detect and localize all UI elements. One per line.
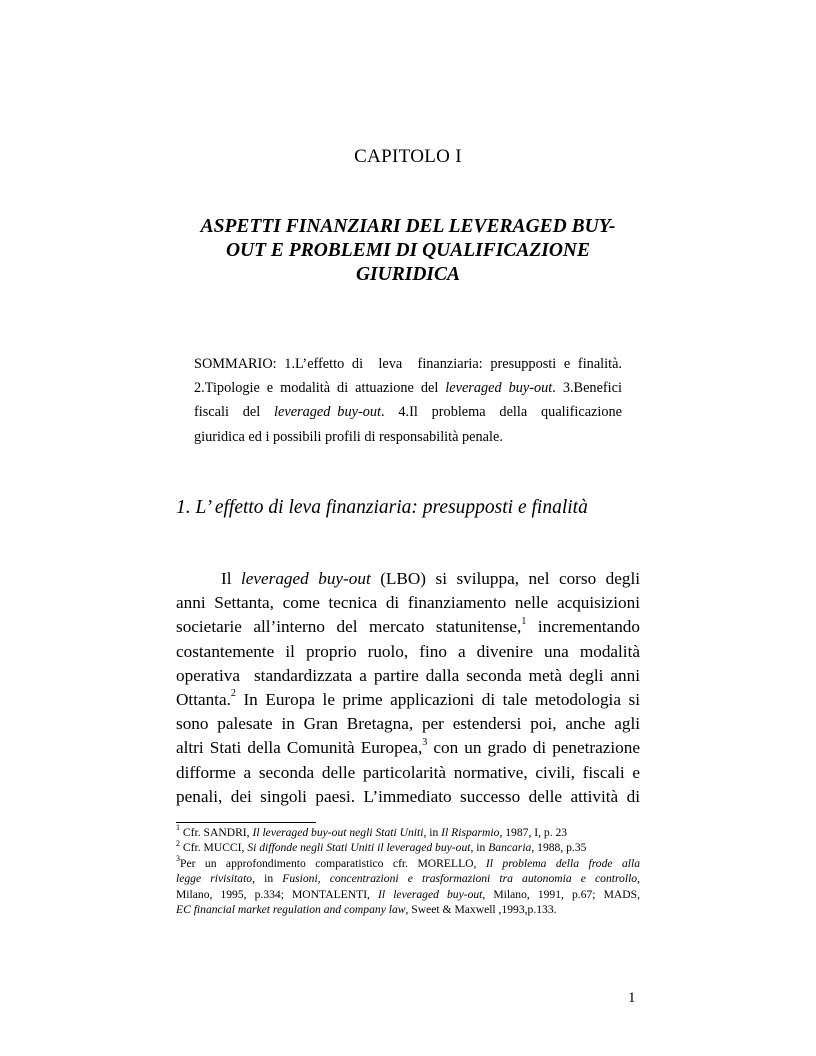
footnote-ref[interactable]: 2 xyxy=(230,688,236,700)
summary-line: giuridica ed i possibili profili di responsabilità penale. xyxy=(194,428,503,445)
paragraph-line: societarie all’interno del mercato statunitense,$^1$ incrementando xyxy=(176,615,640,637)
title-line: ASPETTI FINANZIARI DEL LEVERAGED BUY- xyxy=(200,216,616,237)
paragraph-line: sono palesate in Gran Bretagna, per estendersi poi, anche agli xyxy=(176,714,640,734)
summary-line: fiscali del leveraged buy-out. 4.Il problema della qualificazione xyxy=(194,404,622,421)
page-number: 1 xyxy=(628,990,636,1006)
paragraph-line: costantemente il proprio ruolo, fino a divenire una modalità xyxy=(176,641,640,661)
footnote-2: $^2$ Cfr. MUCCI, Si diffonde negli Stati Uniti il leveraged buy-out, in Bancaria, 1988, p.35 xyxy=(176,838,587,855)
paragraph-line: Il leveraged buy-out (LBO) si sviluppa, nel corso degli xyxy=(221,569,641,588)
footnote-separator xyxy=(176,822,316,823)
footnote-ref[interactable]: 1 xyxy=(521,615,527,627)
footnote-3-line: Milano, 1995, p.334; MONTALENTI, Il leveraged buy-out, Milano, 1991, p.67; MADS, xyxy=(176,887,640,901)
footnote-3: $^3$Per un approfondimento comparatistico cfr. MORELLO, Il problema della frode alla xyxy=(176,853,641,870)
summary-line: 2.Tipologie e modalità di attuazione del leveraged buy-out. 3.Benefici xyxy=(194,380,622,397)
paragraph-line: anni Settanta, come tecnica di finanziamento nelle acquisizioni xyxy=(176,593,640,613)
section-heading: 1. L’ effetto di leva finanziaria: presupposti e finalità xyxy=(176,497,588,518)
footnote-ref[interactable]: 3 xyxy=(422,736,428,748)
summary-line: SOMMARIO: 1.L’effetto di leva finanziaria: presupposti e finalità. xyxy=(194,356,622,372)
footnote-3-line: EC financial market regulation and company law, Sweet & Maxwell ,1993,p.133. xyxy=(176,902,557,916)
title-line: GIURIDICA xyxy=(355,264,461,285)
chapter-title xyxy=(176,215,640,287)
paragraph-line: Ottanta.$^2$ In Europa le prime applicazioni di tale metodologia si xyxy=(176,688,640,709)
summary-block xyxy=(194,355,622,452)
paragraph-line: altri Stati della Comunità Europea,$^3$ con un grado di penetrazione xyxy=(176,736,640,758)
body-paragraph xyxy=(176,567,640,809)
footnote-3-line: legge rivisitato, in Fusioni, concentrazioni e trasformazioni tra autonomia e controllo, xyxy=(176,872,640,886)
paragraph-line: operativa standardizzata a partire dalla seconda metà degli anni xyxy=(176,665,640,685)
chapter-heading: CAPITOLO I xyxy=(354,146,462,167)
paragraph-line: penali, dei singoli paesi. L’immediato successo delle attività di xyxy=(176,786,640,806)
footnotes xyxy=(176,825,640,917)
paragraph-line: difforme a seconda delle particolarità normative, civili, fiscali e xyxy=(176,762,640,782)
title-line: OUT E PROBLEMI DI QUALIFICAZIONE xyxy=(225,240,591,261)
footnote-1: $^1$ Cfr. SANDRI, Il leveraged buy-out negli Stati Uniti, in Il Risparmio, 1987, I, p. 23 xyxy=(176,823,568,839)
